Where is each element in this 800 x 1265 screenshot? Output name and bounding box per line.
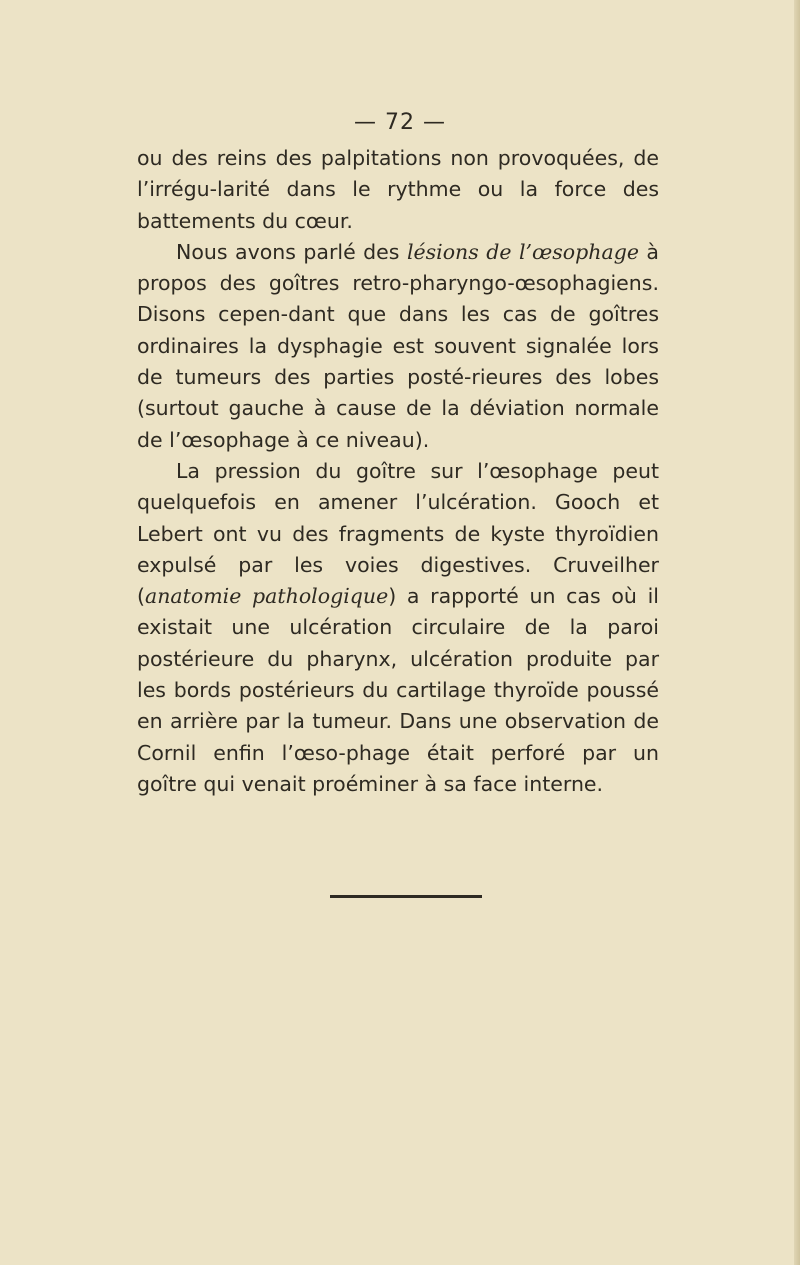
paragraph-3 (137, 456, 659, 800)
paragraph-1-text: ou des reins des palpitations non provoquées, de l’irrégu-larité dans le rythme ou la force des battements du cœur. (137, 146, 659, 233)
paragraph-3-text-a: La pression du goître sur l’œsophage peut quelquefois en amener l’ulcération. Gooch et Lebert ont vu des fragments de kyste thyroïdien expulsé par les voies digestives. Cruveilher ( (137, 458, 659, 609)
paragraph-2 (137, 237, 659, 456)
paragraph-3-italic: anatomie pathologique (145, 584, 389, 609)
page-edge (794, 0, 800, 1265)
body-text (137, 143, 659, 800)
paragraph-2-text-a: Nous avons parlé des (176, 239, 407, 264)
paragraph-2-text-b: à propos des goîtres retro-pharyngo-œsophagiens. Disons cepen-dant que dans les cas de goîtres ordinaires la dysphagie est souvent signalée lors de tumeurs des parties posté-rieures des lobes (surtout gauche à cause de la déviation normale de l’œsophage à ce niveau). (137, 239, 659, 452)
section-divider-rule (330, 895, 482, 898)
paragraph-3-text-b: ) a rapporté un cas où il existait une ulcération circulaire de la paroi postérieure du pharynx, ulcération produite par les bords postérieurs du cartilage thyroïde poussé en arrière par la tumeur. Dans une observation de Cornil enfin l’œso-phage était perforé par un goître qui venait proéminer à sa face interne. (137, 584, 659, 796)
paragraph-1 (137, 143, 659, 237)
page-number: — 72 — (354, 110, 446, 135)
paragraph-2-italic: lésions de l’œsophage (406, 239, 639, 264)
